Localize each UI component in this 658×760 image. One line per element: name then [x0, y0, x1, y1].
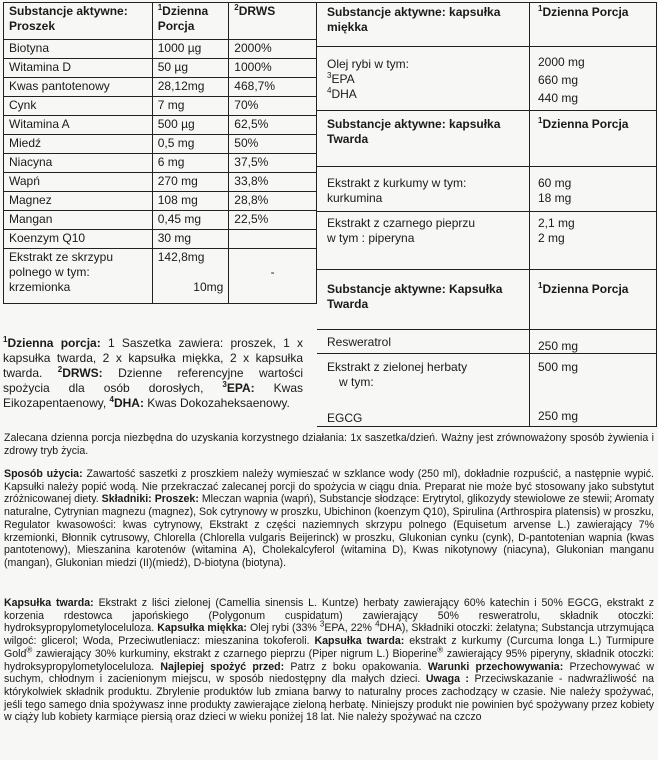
cell-drws: 1000% — [229, 59, 317, 78]
capsule-paragraph: Kapsułka twarda: Ekstrakt z liści zielonej (Camellia sinensis L. Kuntze) herbaty zawierający 60% katechin i 50% EGCG, ekstrakt z korzenia rdestowca japońskiego (Polygonum cuspidatum) zawierający 50% resweratrolu, składnik otoczki: hydroksypropylometyloceluloza. Kapsułka miękka: Olej rybi (33% $^3$EPA, 22% $^4$DHA), Składniki otoczki: żelatyna; Substancja utrzymująca wilgoć: glicerol; Woda, Przeciwutleniacz: mieszanina tokoferoli. Kapsułka twarda: ekstrakt z kurkumy (Curcuma longa L.) Turmipure Gold® zawierający 30% kurkuminy, ekstrakt z czarnego pieprzu (Piper nigrum L.) Bioperine® zawierający 95% piperyny, składnik otoczki: hydroksypropylometyloceluloza. Najlepiej spożyć przed: Patrz z boku opakowania. Warunki przechowywania: Przechowywać w suchym, chłodnym i zacienionym miejscu, w sposób niedostępny dla małych dzieci. Uwaga : Przeciwskazanie - nadwrażliwość na którykolwiek składnik produktu. Zbrylenie produktów lub zmiana barwy to naturalny proces zachodzący w czasie. Nie należy spożywać, jeśli tego samego dnia spożywasz inne produkty zawierające zieloną herbatę. Niniejszy produkt nie powinien być spożywany przez kobiety w ciąży lub kobiety karmiące piersią oraz dzieci w wieku poniżej 18 lat. Nie należy spożywać na czczo — [4, 597, 655, 724]
header-substance: Substancje aktywne: Proszek — [4, 3, 153, 40]
cell-name: Miedź — [4, 135, 153, 154]
green-tea-cell — [317, 354, 530, 426]
pepper-value: 2,1 mg — [538, 216, 575, 230]
green-tea-value: 500 mg — [538, 360, 579, 374]
cell-name: Kwas pantotenowy — [4, 78, 153, 97]
table-row — [4, 154, 317, 173]
hard2-header-dose: $^1$Dzienna Porcja — [538, 281, 629, 296]
cell-dose: 30 mg — [152, 230, 229, 249]
cell-dose: 500 µg — [152, 116, 229, 135]
cell-name: Cynk — [4, 97, 153, 116]
egcg-label: EGCG — [327, 411, 363, 425]
cell-name: Niacyna — [4, 154, 153, 173]
cell-name: Koenzym Q10 — [4, 230, 153, 249]
table-row — [4, 78, 317, 97]
horsetail-dose — [152, 249, 229, 304]
fish-oil-value: 2000 mg — [538, 55, 585, 69]
curcuma-cell — [317, 167, 530, 211]
pepper-values — [530, 212, 657, 269]
cell-dose: 270 mg — [152, 173, 229, 192]
table-row — [4, 97, 317, 116]
table-row — [4, 116, 317, 135]
piperine-label: w tym : piperyna — [327, 231, 415, 245]
fish-oil-cell — [317, 47, 530, 110]
cell-drws: 468,7% — [229, 78, 317, 97]
cell-name: Mangan — [4, 211, 153, 230]
cell-drws: 70% — [229, 97, 317, 116]
header-drws: $^2$DRWS — [229, 3, 317, 40]
header-daily-dose: $^1$Dzienna Porcja — [152, 3, 229, 40]
curcuma-value: 60 mg — [538, 176, 572, 190]
dha-label: $^4$DHA — [327, 86, 357, 101]
cell-drws: 22,5% — [229, 211, 317, 230]
table-row — [4, 40, 317, 59]
horsetail-dose-bottom: 10mg — [193, 280, 224, 294]
curcuma-values — [530, 167, 657, 211]
pepper-label: Ekstrakt z czarnego pieprzu — [327, 216, 476, 230]
soft-capsule-header — [317, 3, 657, 46]
curcuma-label: Ekstrakt z kurkumy w tym: — [327, 176, 467, 190]
cell-name: Magnez — [4, 192, 153, 211]
green-tea-row — [317, 353, 657, 426]
green-tea-values — [530, 354, 657, 426]
cell-drws: 33,8% — [229, 173, 317, 192]
resveratrol-label: Resweratrol — [317, 330, 530, 353]
curcumin-label: kurkumina — [327, 191, 383, 205]
cell-name: Biotyna — [4, 40, 153, 59]
cell-dose: 28,12mg — [152, 78, 229, 97]
soft-header-dose: $^1$Dzienna Porcja — [538, 4, 629, 19]
curcumin-value: 18 mg — [538, 191, 572, 205]
cell-drws: 37,5% — [229, 154, 317, 173]
table-row — [4, 173, 317, 192]
egcg-value: 250 mg — [538, 409, 579, 423]
table-row — [4, 192, 317, 211]
cell-dose: 0,5 mg — [152, 135, 229, 154]
hard-capsule-header-2 — [317, 269, 657, 329]
dha-value: 440 mg — [538, 91, 579, 105]
powder-table — [3, 2, 317, 304]
hard-capsule-header-1 — [317, 110, 657, 166]
powder-rows — [4, 40, 317, 249]
hard2-header-title: Substancje aktywne: Kapsułka Twarda — [317, 270, 530, 329]
cell-drws: 62,5% — [229, 116, 317, 135]
pepper-row — [317, 211, 657, 269]
horsetail-name: Ekstrakt ze skrzypu polnego w tym: krzemionka — [4, 249, 153, 304]
soft-header-title: Substancje aktywne: kapsułka miękka — [317, 3, 530, 46]
resveratrol-value: 250 mg — [538, 339, 579, 353]
table-row — [4, 211, 317, 230]
cell-dose: 0,45 mg — [152, 211, 229, 230]
hard1-header-title: Substancje aktywne: kapsułka Twarda — [317, 111, 530, 166]
cell-name: Witamina D — [4, 59, 153, 78]
cell-drws — [229, 230, 317, 249]
resveratrol-row — [317, 329, 657, 353]
cell-drws: 50% — [229, 135, 317, 154]
green-tea-sub: w tym: — [339, 375, 374, 389]
cell-name: Witamina A — [4, 116, 153, 135]
piperine-value: 2 mg — [538, 231, 565, 245]
cell-drws: 28,8% — [229, 192, 317, 211]
epa-value: 660 mg — [538, 73, 579, 87]
soft-capsule-rows — [317, 46, 657, 110]
cell-drws: 2000% — [229, 40, 317, 59]
curcuma-row — [317, 166, 657, 211]
table-row — [4, 59, 317, 78]
table-row — [4, 135, 317, 154]
horsetail-drws: - — [229, 249, 317, 304]
usage-paragraph: Sposób użycia: Zawartość saszetki z proszkiem należy wymieszać w szklance wody (250 ml), dokładnie rozpuścić, a następnie wypić. Kapsułki należy popić wodą. Nie przekraczać zalecanej porcji do spożycia w ciągu dnia. Preparat nie może być stosowany jako substytut zróżnicowanej diety. Składniki: Proszek: Mleczan wapnia (wapń), Substancje słodzące: Erytrytol, glikozydy stewiolowe ze stewii; Aromaty naturalne, Cytrynian magnezu (magnez), Sok cytrynowy w proszku, Ubichinon (koenzym Q10), Spirulina (Arthrospira platensis) w proszku, Regulator kwasowości: kwas cytrynowy, Ekstrakt z części naziemnych skrzypu polnego (Equisetum arvense L.) zawierający 7% krzemionki, Błonnik cytrusowy, Chlorella (Chlorella vulgaris Beijerinck) w proszku, Glukonian cynku (cynk), D-pantotenian wapnia (kwas pantotenowy), Mieszanina karotenów (witamina A), Cholekalcyferol (witamina D), Kwas nikotynowy (niacyna), Glukonian manganu (mangan), Glukonian miedzi (II)(miedź), D-biotyna (biotyna). — [4, 468, 654, 569]
horsetail-dose-top: 142,8mg — [157, 250, 205, 264]
green-tea-label: Ekstrakt z zielonej herbaty — [327, 360, 468, 374]
footnote: $^1$Dzienna porcja: 1 Saszetka zawiera: proszek, 1 x kapsułka twarda, 2 x kapsułka miękka, 2 x kapsułka twarda. $^2$DRWS: Dzienne referencyjne wartości spożycia dla osób dorosłych, $^3$EPA: Kwas Eikozapentaenowy, $^4$DHA: Kwas Dokozaheksaenowy. — [3, 335, 304, 410]
capsule-tables — [317, 2, 657, 427]
fish-oil-label: Olej rybi w tym: — [327, 57, 410, 71]
cell-dose: 7 mg — [152, 97, 229, 116]
table-row — [4, 230, 317, 249]
table-row — [4, 249, 317, 304]
powder-table-header — [4, 3, 317, 40]
cell-dose: 1000 µg — [152, 40, 229, 59]
dosage-paragraph: Zalecana dzienna porcja niezbędna do uzyskania korzystnego działania: 1x saszetka/dzień. Ważny jest zrównoważony sposób żywienia i zdrowy tryb życia. — [4, 432, 654, 457]
pepper-cell — [317, 212, 530, 269]
cell-dose: 108 mg — [152, 192, 229, 211]
epa-label: $^3$EPA — [327, 71, 355, 86]
cell-dose: 6 mg — [152, 154, 229, 173]
cell-dose: 50 µg — [152, 59, 229, 78]
hard1-header-dose: $^1$Dzienna Porcja — [538, 116, 629, 131]
fish-oil-values — [530, 47, 657, 110]
cell-name: Wapń — [4, 173, 153, 192]
